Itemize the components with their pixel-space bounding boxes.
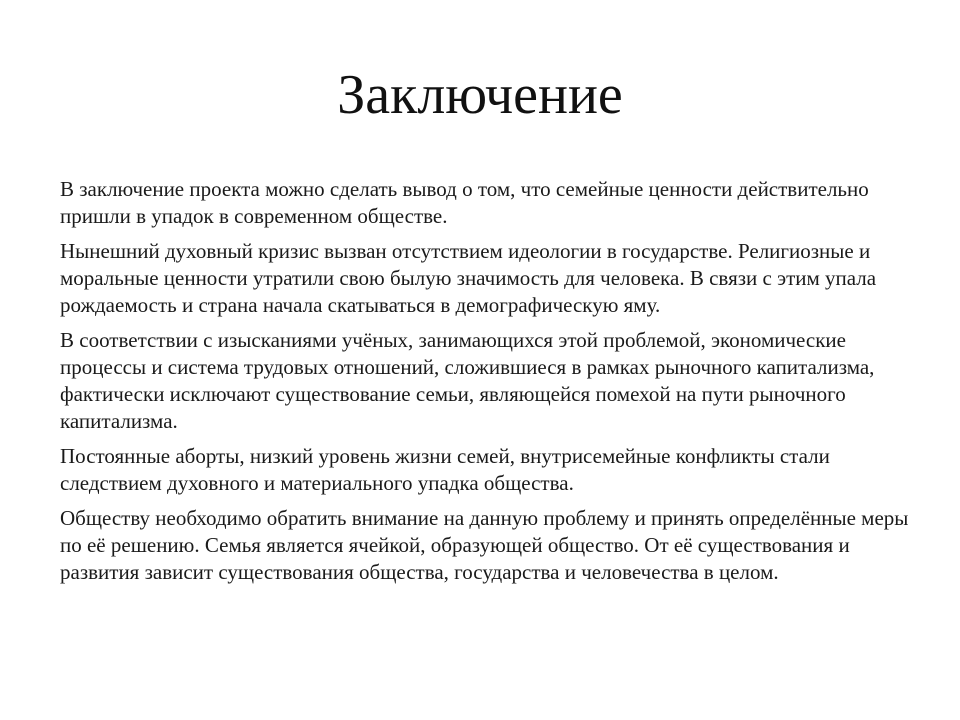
slide-title: Заключение [337, 64, 623, 126]
paragraph-call-to-action: Обществу необходимо обратить внимание на данную проблему и принять определённые меры по её решению. Семья является ячейкой, образующей общество. От её существования и развития зависит существования общества, государства и человечества в целом. [60, 506, 909, 584]
slide-body [60, 176, 910, 594]
paragraph-spiritual-crisis: Нынешний духовный кризис вызван отсутствием идеологии в государстве. Религиозные и моральные ценности утратили свою былую значимость для человека. В связи с этим упала рождаемость и страна начала скатываться в демографическую яму. [60, 239, 877, 317]
paragraph-research: В соответствии с изысканиями учёных, занимающихся этой проблемой, экономические процессы и система трудовых отношений, сложившиеся в рамках рыночного капитализма, фактически исключают существование семьи, являющейся помехой на пути рыночного капитализма. [60, 328, 875, 433]
paragraph-conclusion: В заключение проекта можно сделать вывод о том, что семейные ценности действительно пришли в упадок в современном обществе. [60, 177, 869, 228]
paragraph-consequences: Постоянные аборты, низкий уровень жизни семей, внутрисемейные конфликты стали следствием духовного и материального упадка общества. [60, 444, 830, 495]
